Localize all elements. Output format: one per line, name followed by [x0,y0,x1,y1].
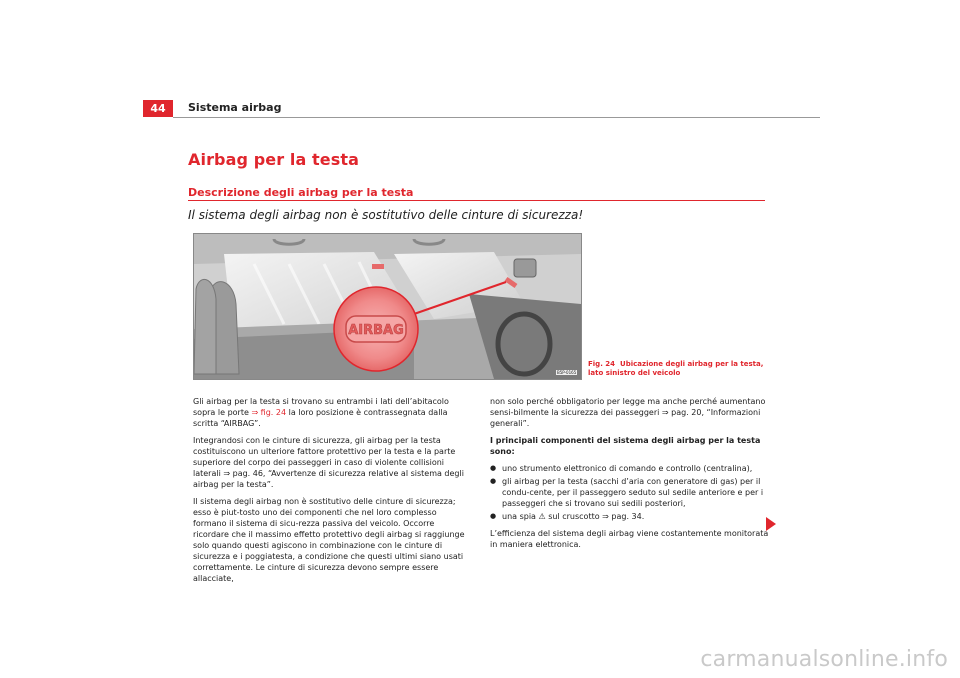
paragraph: Il sistema degli airbag non è sostitutivo delle cinture di sicurezza; esso è piut-tosto uno dei componenti che nel loro complesso formano il sistema di sicu-rezza passiva del veicolo. Occorre ricordare che il massimo effetto protettivo degli airbag si raggiunge solo quando questi agiscono in combinazione con le cinture di sicurezza e i poggiatesta, a condizione che questi ultimi siano usati correttamente. Le cinture di sicurezza devono sempre essere allacciate, [193,497,465,583]
paragraph: non solo perché obbligatorio per legge ma anche perché aumentano sensi-bilmente la sicurezza dei passeggeri ⇒ pag. 20, “Informazioni generali”. [490,397,766,428]
components-heading: I principali componenti del sistema degli airbag per la testa sono: [490,436,761,456]
right-column [490,396,775,556]
watermark: carmanualsonline.info [700,647,948,672]
components-list [490,463,775,522]
figure-reference-link[interactable]: ⇒ fig. 24 [251,408,287,417]
paragraph: Gli airbag per la testa si trovano su entrambi i lati dell’abitacolo sopra le porte ⇒ fig. 24 la loro posizione è contrassegnata dalla scritta “AIRBAG”. [193,397,449,428]
list-item: ● una spia ⚠ sul cruscotto ⇒ pag. 34. [490,511,775,522]
figure-caption [588,360,773,378]
next-page-arrow-icon[interactable] [766,517,776,531]
subtitle-divider [188,200,765,201]
page-number: 44 [143,100,173,117]
intro-text: Il sistema degli airbag non è sostitutivo delle cinture di sicurezza! [188,208,584,222]
caption-label: Fig. 24 [588,360,616,368]
airbag-badge-label: AIRBAG [348,323,404,338]
left-column [193,396,471,590]
section-header: Sistema airbag [188,101,282,114]
figure-code: B5P-0165 [557,370,577,375]
page-title: Airbag per la testa [188,150,360,169]
airbag-illustration [193,233,582,380]
paragraph: Integrandosi con le cinture di sicurezza, gli airbag per la testa costituiscono un ulteriore fattore protettivo per la testa e la parte superiore del corpo dei passeggeri in caso di violente collisioni laterali ⇒ pag. 46, “Avvertenze di sicurezza relative al sistema degli airbag per la testa”. [193,436,464,489]
paragraph: L’efficienza del sistema degli airbag viene costantemente monitorata in maniera elettronica. [490,529,769,549]
header-divider [173,117,820,118]
list-item: ● gli airbag per la testa (sacchi d’aria con generatore di gas) per il condu-cente, per il passeggero seduto sul sedile anteriore e per i passeggeri che si trovano sui sedili posteriori, [490,476,775,509]
list-item: ● uno strumento elettronico di comando e controllo (centralina), [490,463,775,474]
caption-text: Ubicazione degli airbag per la testa, lato sinistro del veicolo [588,360,764,377]
section-subtitle: Descrizione degli airbag per la testa [188,186,414,199]
